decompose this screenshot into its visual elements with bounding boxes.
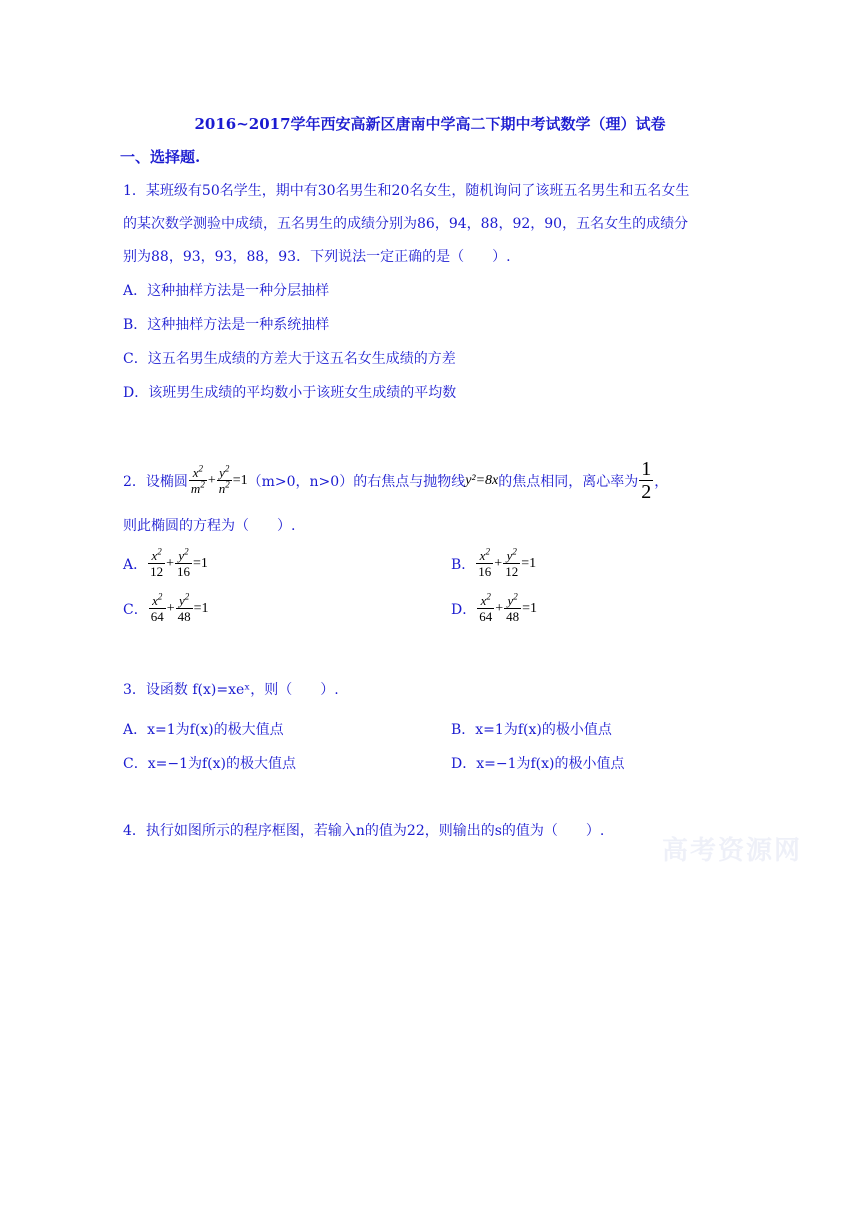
section-heading: 一、选择题. [120, 148, 201, 166]
q1-line-3: 别为88，93，93，88，93．下列说法一定正确的是（ ）. [123, 249, 511, 265]
q2-option-c: C． $\frac{x^2}{64}$ + $\frac{y^2}{48}$ =1 [123, 591, 209, 624]
ellipse-term-x: $\frac{x^2}{m^2}$ [190, 463, 205, 496]
q1-option-b: B．这种抽样方法是一种系统抽样 [123, 317, 330, 333]
eccentricity-fraction: $\frac{1}{2}$ [641, 458, 652, 503]
q2-prefix: 2．设椭圆 [123, 473, 188, 490]
q1-option-a: A．这种抽样方法是一种分层抽样 [123, 283, 330, 299]
q2-line-2: 则此椭圆的方程为（ ）. [123, 518, 296, 534]
q2-option-d: D． $\frac{x^2}{64}$ + $\frac{y^2}{48}$ =1 [451, 591, 538, 624]
q1-line-2: 的某次数学测验中成绩，五名男生的成绩分别为86，94，88，92，90，五名女生的成绩分 [123, 216, 689, 232]
q2-line-1: 2．设椭圆 $\frac{x^2}{m^2}$ + $\frac{y^2}{n^2}$ =1 （m>0，n>0）的右焦点与抛物线 y²=8x 的焦点相同，离心率为 $\frac{1}{2}$ ， [123, 458, 669, 503]
q2-option-b: B． $\frac{x^2}{16}$ + $\frac{y^2}{12}$ =1 [451, 546, 537, 579]
q2-condition: （m>0，n>0）的右焦点与抛物线 [247, 473, 466, 490]
ellipse-term-y: $\frac{y^2}{n^2}$ [218, 463, 230, 496]
q3-option-b: B．x=1为f(x)的极小值点 [451, 722, 612, 738]
q3-option-d: D．x=−1为f(x)的极小值点 [451, 756, 625, 772]
q2-parabola: y²=8x [465, 472, 499, 488]
q3-option-a: A．x=1为f(x)的极大值点 [123, 722, 284, 738]
q4-line-1: 4．执行如图所示的程序框图，若输入n的值为22，则输出的s的值为（ ）. [123, 823, 605, 839]
page-title: 2016~2017学年西安高新区唐南中学高二下期中考试数学（理）试卷 [194, 115, 666, 133]
watermark: 高考资源网 [662, 836, 803, 866]
q2-option-a: A． $\frac{x^2}{12}$ + $\frac{y^2}{16}$ =1 [123, 546, 208, 579]
q1-line-1: 1．某班级有50名学生，期中有30名男生和20名女生，随机询问了该班五名男生和五名女生 [123, 183, 690, 199]
q1-option-c: C．这五名男生成绩的方差大于这五名女生成绩的方差 [123, 351, 456, 367]
q3-option-c: C．x=−1为f(x)的极大值点 [123, 756, 296, 772]
q1-option-d: D．该班男生成绩的平均数小于该班女生成绩的平均数 [123, 385, 457, 401]
q2-mid: 的焦点相同，离心率为 [498, 473, 639, 490]
q3-line-1: 3．设函数 f(x)=xeˣ，则（ ）. [123, 682, 339, 698]
